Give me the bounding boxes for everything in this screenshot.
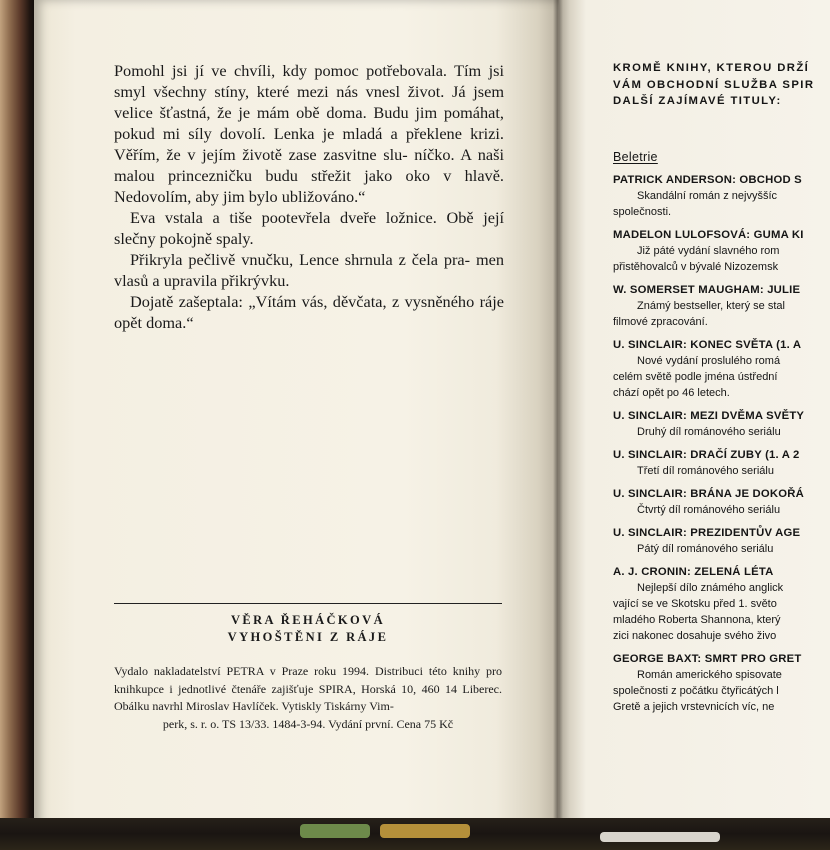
entry-text: Skandální román z nejvyššíc: [637, 189, 778, 202]
catalog-heading: [613, 60, 830, 110]
catalog-entry: [613, 227, 830, 275]
entry-title: A. J. CRONIN: ZELENÁ LÉTA: [613, 565, 774, 578]
entry-description-line: [613, 369, 830, 385]
paragraph: Přikryla pečlivě vnučku, Lence shrnula z čela pra- men vlasů a upravila přikrývku.: [114, 250, 504, 290]
entry-text: mladého Roberta Shannona, který: [613, 613, 781, 626]
entry-description-line: [613, 596, 830, 612]
entry-text: Třetí díl románového seriálu: [637, 464, 774, 477]
entry-description-line: [613, 580, 830, 596]
entry-description-line: [613, 463, 830, 479]
entry-text: Nejlepší dílo známého anglick: [637, 581, 784, 594]
colophon-last-line: perk, s. r. o. TS 13/33. 1484-3-94. Vydání první. Cena 75 Kč: [162, 716, 454, 731]
catalog-list: [613, 60, 830, 715]
catalog-entry: [613, 447, 830, 479]
colophon-book-title: VYHOŠTĚNI Z RÁJE: [227, 630, 389, 644]
entry-description-line: [613, 385, 830, 401]
entry-title: U. SINCLAIR: DRAČÍ ZUBY (1. A 2: [613, 448, 800, 461]
catalog-entry: [613, 408, 830, 440]
entry-title: U. SINCLAIR: PREZIDENTŮV AGE: [613, 526, 801, 539]
entry-text: společnosti z počátku čtyřicátých l: [613, 684, 779, 697]
entry-text: Román amerického spisovate: [637, 668, 782, 681]
entry-description-line: [613, 424, 830, 440]
entry-text: Druhý díl románového seriálu: [637, 425, 781, 438]
entry-description-line: [613, 699, 830, 715]
entry-title: W. SOMERSET MAUGHAM: JULIE: [613, 283, 801, 296]
paragraph: Eva vstala a tiše pootevřela dveře ložnice. Obě její slečny pokojně spaly.: [114, 208, 504, 248]
entry-description-line: [613, 683, 830, 699]
catalog-entry: [613, 172, 830, 220]
entry-description-line: [613, 667, 830, 683]
colophon-author: VĚRA ŘEHÁČKOVÁ: [230, 613, 386, 627]
entry-text: Pátý díl románového seriálu: [637, 542, 774, 555]
entry-text: zici nakonec dosahuje svého živo: [613, 629, 777, 642]
entry-title: U. SINCLAIR: MEZI DVĚMA SVĚTY: [613, 409, 805, 422]
entry-description-line: [613, 204, 830, 220]
entry-text: Čtvrtý díl románového seriálu: [637, 503, 781, 516]
paragraph: Pomohl jsi jí ve chvíli, kdy pomoc potřebovala. Tím jsi smyl všechny stíny, které mezi nás vnesl život. Já jsem velice šťastná, že je mám obě doma. Budu jim pomáhat, pokud mi síly dovolí. Lenka je mladá a překlene krizi. Věřím, že v jejím životě zase zasvitne slu- níčko. A naši malou princezničku budu střežit jako oko v hlavě. Nedovolím, aby jim bylo ubližováno.“: [114, 61, 504, 206]
entry-description-line: [613, 298, 830, 314]
colophon-body: Vydalo nakladatelství PETRA v Praze roku 1994. Distribuci této knihy pro knihkupce i jednotlivé čtenáře zajišťuje SPIRA, Horská 10, 460 14 Liberec. Obálku navrhl Miroslav Havlíček. Vytiskly Tiskárny Vim-: [114, 664, 502, 713]
entry-text: přistěhovalců v bývalé Nizozemsk: [613, 260, 779, 273]
heading-line: KROMĚ KNIHY, KTEROU DRŽÍ: [613, 62, 810, 74]
book-gutter: [553, 0, 563, 834]
entry-text: Již páté vydání slavného rom: [637, 244, 780, 257]
cover-color-strip: [300, 824, 370, 838]
book-bottom-edge: [0, 818, 830, 850]
catalog-entry: [613, 525, 830, 557]
entry-text: filmové zpracování.: [613, 315, 708, 328]
entry-text: vající se ve Skotsku před 1. světo: [613, 597, 777, 610]
catalog-entry: [613, 282, 830, 330]
entry-title: MADELON LULOFSOVÁ: GUMA KI: [613, 228, 804, 241]
entry-title: U. SINCLAIR: KONEC SVĚTA (1. A: [613, 338, 802, 351]
entry-text: celém světě podle jména ústřední: [613, 370, 778, 383]
cover-color-strip: [380, 824, 470, 838]
entry-title: U. SINCLAIR: BRÁNA JE DOKOŘÁ: [613, 487, 804, 500]
entry-description-line: [613, 628, 830, 644]
entry-text: chází opět po 46 letech.: [613, 386, 730, 399]
entry-title: PATRICK ANDERSON: OBCHOD S: [613, 173, 802, 186]
entry-description-line: [613, 188, 830, 204]
entry-description-line: [613, 243, 830, 259]
heading-line: VÁM OBCHODNÍ SLUŽBA SPIR: [613, 78, 815, 91]
entry-title: GEORGE BAXT: SMRT PRO GRET: [613, 652, 802, 665]
entry-description-line: [613, 612, 830, 628]
colophon-rule: [114, 603, 502, 604]
entry-description-line: [613, 541, 830, 557]
paragraph: Dojatě zašeptala: „Vítám vás, děvčata, z vysněného ráje opět doma.“: [114, 292, 504, 332]
catalog-entry: [613, 564, 830, 644]
entry-description-line: [613, 259, 830, 275]
entry-description-line: [613, 314, 830, 330]
colophon-heading: [114, 612, 502, 646]
entry-description-line: [613, 353, 830, 369]
catalog-entries: [613, 172, 830, 715]
entry-description-line: [613, 502, 830, 518]
catalog-entry: [613, 337, 830, 401]
story-text: [114, 60, 504, 333]
catalog-entry: [613, 651, 830, 715]
entry-text: Nové vydání proslulého romá: [637, 354, 781, 367]
entry-text: společnosti.: [613, 205, 672, 218]
entry-text: Známý bestseller, který se stal: [637, 299, 785, 312]
heading-line: DALŠÍ ZAJÍMAVÉ TITULY:: [613, 95, 782, 107]
entry-text: Gretě a jejich vrstevnicích víc, ne: [613, 700, 775, 713]
section-title: Beletrie: [613, 149, 658, 164]
colophon-text: [114, 663, 502, 733]
catalog-entry: [613, 486, 830, 518]
page-edge-strip: [600, 832, 720, 842]
